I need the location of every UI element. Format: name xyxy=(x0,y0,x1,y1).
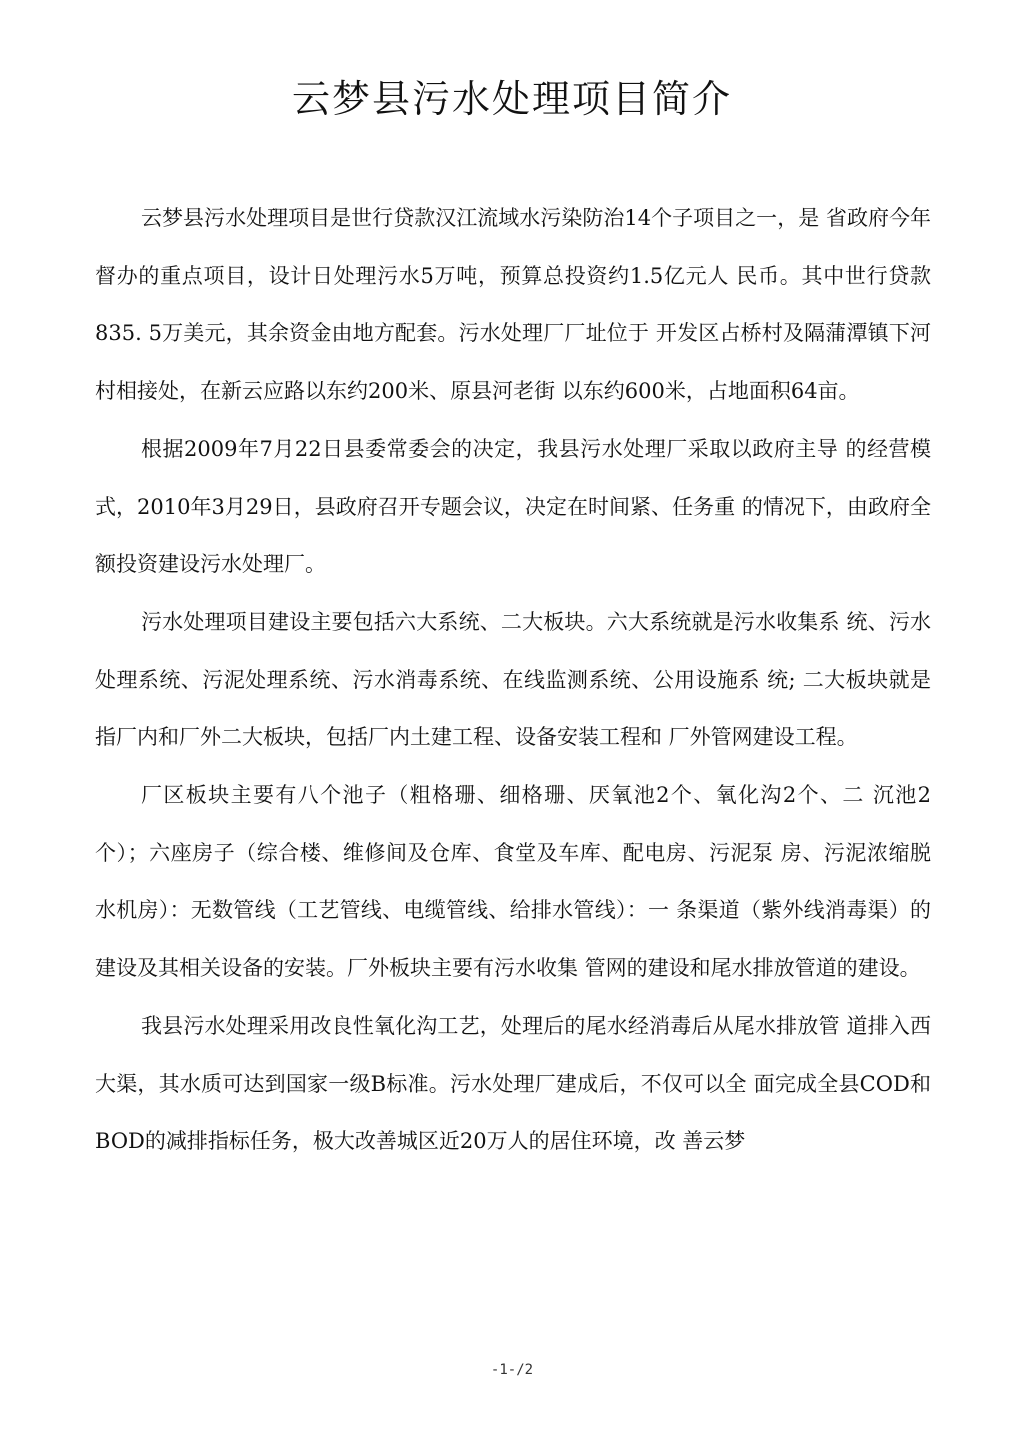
paragraph-5: 我县污水处理采用改良性氧化沟工艺，处理后的尾水经消毒后从尾水排放管 道排入西大渠，其水质可达到国家一级B标准。污水处理厂建成后，不仅可以全 面完成全县COD和BOD的减排指标任务，极大改善城区近20万人的居住环境，改 善云梦 xyxy=(95,1013,931,1154)
paragraph-3: 污水处理项目建设主要包括六大系统、二大板块。六大系统就是污水收集系 统、污水处理系统、污泥处理系统、污水消毒系统、在线监测系统、公用设施系 统; 二大板块就是指厂内和厂外二大板块，包括厂内土建工程、设备安装工程和 厂外管网建设工程。 xyxy=(95,609,931,750)
page-number: -1-/2 xyxy=(490,1362,534,1378)
document-title: 云梦县污水处理项目简介 xyxy=(291,77,732,121)
document-body xyxy=(95,190,931,1171)
paragraph-2: 根据2009年7月22日县委常委会的决定，我县污水处理厂采取以政府主导 的经营模式，2010年3月29日，县政府召开专题会议，决定在时间紧、任务重 的情况下，由政府全额投资建设污水处理厂。 xyxy=(95,436,931,577)
paragraph-1: 云梦县污水处理项目是世行贷款汉江流域水污染防治14个子项目之一，是 省政府今年督办的重点项目，设计日处理污水5万吨，预算总投资约1.5亿元人 民币。其中世行贷款835. 5万美元，其余资金由地方配套。污水处理厂厂址位于 开发区占桥村及隔蒲潭镇下河村相接处，在新云应路以东约200米、原县河老街 以东约600米，占地面积64亩。 xyxy=(95,206,931,404)
paragraph-4: 厂区板块主要有八个池子（粗格珊、细格珊、厌氧池2个、氧化沟2个、二 沉池2个）；六座房子（综合楼、维修间及仓库、食堂及车库、配电房、污泥泵 房、污泥浓缩脱水机房）：无数管线（工艺管线、电缆管线、给排水管线）：一 条渠道（紫外线消毒渠）的建设及其相关设备的安装。厂外板块主要有污水收集 管网的建设和尾水排放管道的建设。 xyxy=(95,783,931,981)
